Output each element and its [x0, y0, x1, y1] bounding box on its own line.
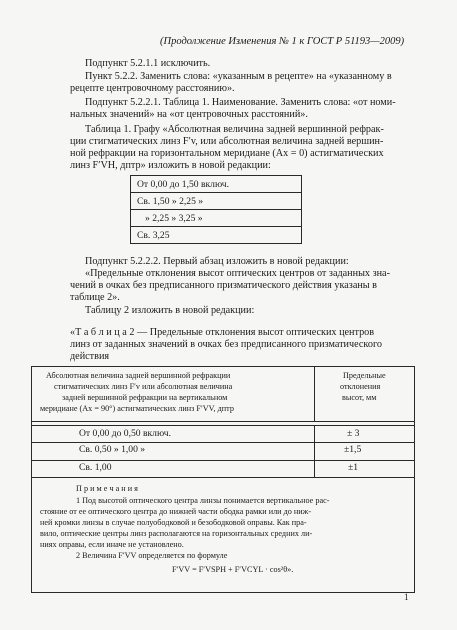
paragraph: нальных значений» на «от центровочных расстояний». [70, 109, 308, 120]
table-2-value: ± 3 [347, 428, 360, 439]
paragraph: Подпункт 5.2.1.1 исключить. [85, 58, 211, 69]
note-line: 2 Величина F′VV определяется по формуле [76, 551, 228, 560]
table-1-cell: Св. 1,50 » 2,25 » [131, 193, 302, 210]
table-2-title: линз от заданных значений в очках без предписанного призматического [70, 339, 382, 350]
formula: F′VV = F′VSPH + F′VCYL · cos²θ». [172, 565, 294, 574]
note-line: стояние от ее оптического центра до нижней части ободка рамки или до ниж- [40, 507, 312, 516]
table-1-cell: Св. 3,25 [131, 227, 302, 244]
paragraph: Таблицу 2 изложить в новой редакции: [85, 305, 255, 316]
table-2-title: действия [70, 351, 110, 362]
table-2-header-right: Предельные отклонения высот, мм [340, 371, 386, 402]
table-1 [130, 175, 302, 244]
page-header: (Продолжение Изменения № 1 к ГОСТ Р 51193—2009) [160, 36, 405, 47]
paragraph: чений в очках без предписанного призматического действия указаны в [70, 280, 377, 291]
table-2-range: Св. 1,00 [79, 462, 112, 473]
paragraph: «Предельные отклонения высот оптических центров от заданных зна- [85, 268, 390, 279]
notes-heading: П р и м е ч а н и я [76, 484, 138, 493]
table-1-cell: » 2,25 » 3,25 » [131, 210, 302, 227]
paragraph: рецепте центровочному расстоянию». [70, 83, 235, 94]
paragraph: ной рефракции на горизонтальном меридиане (Ax = 0) астигматических [70, 148, 384, 159]
table-2-range: Св. 0,50 » 1,00 » [79, 444, 146, 455]
page-number: 1 [404, 592, 409, 602]
table-2-value: ±1 [348, 462, 359, 473]
note-line: ней кромки линзы в случае полуободковой и безободковой оправы. Как пра- [40, 518, 307, 527]
paragraph: Таблица 1. Графу «Абсолютная величина задней вершинной рефрак- [85, 124, 384, 135]
paragraph: линз F′VH, дптр» изложить в новой редакции: [70, 160, 271, 171]
note-line: 1 Под высотой оптического центра линзы понимается вертикальное рас- [76, 496, 330, 505]
note-line: вило, оптические центры линз располагаются на горизонтальных средних ли- [40, 529, 313, 538]
table-2-range: От 0,00 до 0,50 включ. [79, 428, 171, 439]
table-2 [31, 366, 415, 593]
table-1-cell: От 0,00 до 1,50 включ. [131, 176, 302, 193]
paragraph: таблице 2». [70, 292, 120, 303]
paragraph: Подпункт 5.2.2.1. Таблица 1. Наименование. Заменить слова: «от номи- [85, 97, 396, 108]
paragraph: Пункт 5.2.2. Заменить слова: «указанным в рецепте» на «указанному в [85, 71, 392, 82]
table-2-header-left: Абсолютная величина задней вершинной рефракции стигматических линз F′v или абсолютная величина задней вершинной рефракции на вертикальном меридиане (Ax = 90°) астигматических линз F′VV, дптр [32, 367, 315, 421]
paragraph: ции стигматических линз F′v, или абсолютная величина задней вершин- [70, 136, 384, 147]
table-2-value: ±1,5 [344, 444, 362, 455]
note-line: ниях оправы, если иначе не установлено. [40, 540, 184, 549]
table-2-title: «Т а б л и ц а 2 — Предельные отклонения высот оптических центров [70, 327, 375, 338]
paragraph: Подпункт 5.2.2.2. Первый абзац изложить в новой редакции: [85, 256, 349, 267]
